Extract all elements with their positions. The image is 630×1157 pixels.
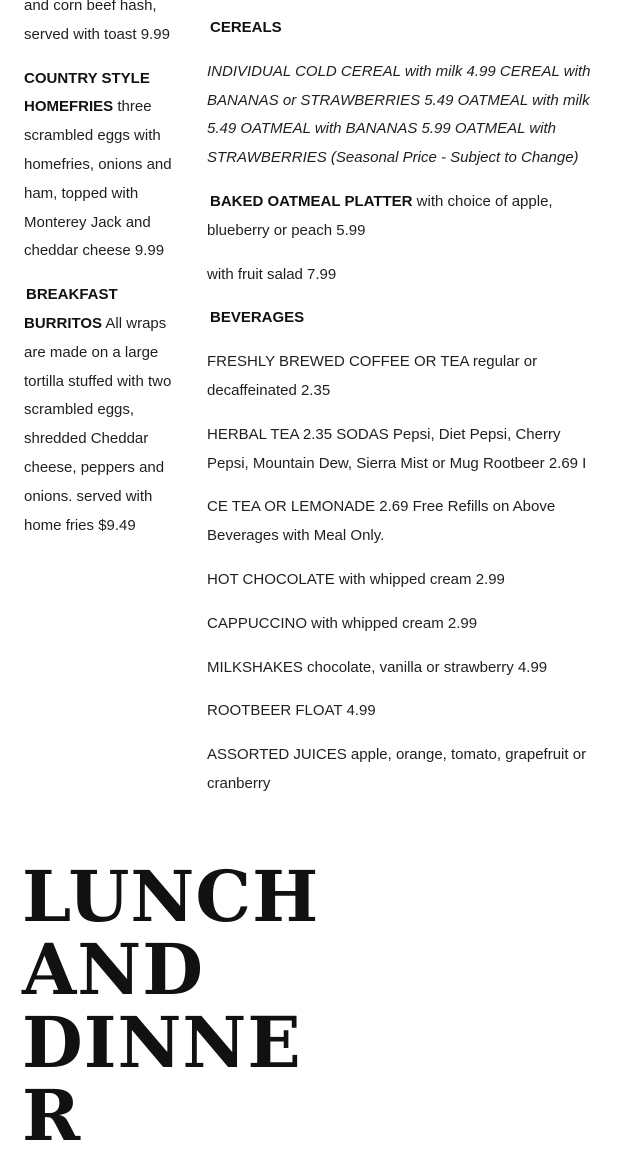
title-line: AND bbox=[22, 928, 204, 1011]
beverage-herbal-tea-sodas: HERBAL TEA 2.35 SODAS Pepsi, Diet Pepsi, Cherry Pepsi, Mountain Dew, Sierra Mist or Mug Rootbeer 2.69 I bbox=[207, 425, 587, 472]
beverage-rootbeer-float: ROOTBEER FLOAT 4.99 bbox=[207, 702, 376, 720]
menu-item-name: BAKED OATMEAL PLATTER bbox=[210, 192, 413, 210]
title-line: DINNE bbox=[22, 1001, 302, 1084]
beverage-milkshakes: MILKSHAKES chocolate, vanilla or strawberry 4.99 bbox=[207, 658, 548, 676]
beverages-heading: BEVERAGES bbox=[210, 309, 305, 327]
beverage-cappuccino: CAPPUCCINO with whipped cream 2.99 bbox=[207, 614, 478, 632]
right-menu-column bbox=[207, 14, 597, 814]
menu-item-name: BREAKFAST BURRITOS bbox=[24, 286, 118, 332]
title-line: LUNCH bbox=[22, 855, 320, 938]
menu-item-description: with choice of apple, blueberry or peach 5.99 bbox=[207, 192, 553, 239]
beverage-coffee-tea: FRESHLY BREWED COFFEE OR TEA regular or decaffeinated 2.35 bbox=[207, 353, 538, 399]
menu-item-name: COUNTRY STYLE HOMEFRIES bbox=[24, 69, 150, 116]
beverage-iced-tea-lemonade: CE TEA OR LEMONADE 2.69 Free Refills on Above Beverages with Meal Only. bbox=[207, 498, 556, 545]
menu-item-description: All wraps are made on a large tortilla stuffed with two scrambled eggs, shredded Cheddar cheese, peppers and onions. served with home fries $9.49 bbox=[24, 314, 172, 534]
fruit-salad-text: with fruit salad 7.99 bbox=[207, 265, 337, 283]
beverage-hot-chocolate: HOT CHOCOLATE with whipped cream 2.99 bbox=[207, 570, 505, 588]
beverage-assorted-juices: ASSORTED JUICES apple, orange, tomato, grapefruit or cranberry bbox=[207, 746, 587, 792]
menu-item-breakfast-burritos bbox=[24, 281, 190, 540]
menu-item-country-style-homefries bbox=[24, 65, 190, 267]
menu-item-baked-oatmeal-platter bbox=[207, 188, 597, 246]
cereals-heading: CEREALS bbox=[210, 19, 282, 36]
left-menu-column bbox=[24, 0, 190, 555]
title-line: R bbox=[22, 1074, 82, 1157]
menu-item-description: three scrambled eggs with homefries, onions and ham, topped with Monterey Jack and cheddar cheese 9.99 bbox=[24, 98, 172, 260]
cereals-description: INDIVIDUAL COLD CEREAL with milk 4.99 CEREAL with BANANAS or STRAWBERRIES 5.49 OATMEAL with milk 5.49 OATMEAL with BANANAS 5.99 OATMEAL with STRAWBERRIES (Seasonal Price - Subject to Change) bbox=[207, 62, 591, 167]
lunch-and-dinner-title bbox=[22, 855, 320, 1157]
corn-beef-hash-text: and corn beef hash, served with toast 9.99 bbox=[24, 0, 170, 43]
